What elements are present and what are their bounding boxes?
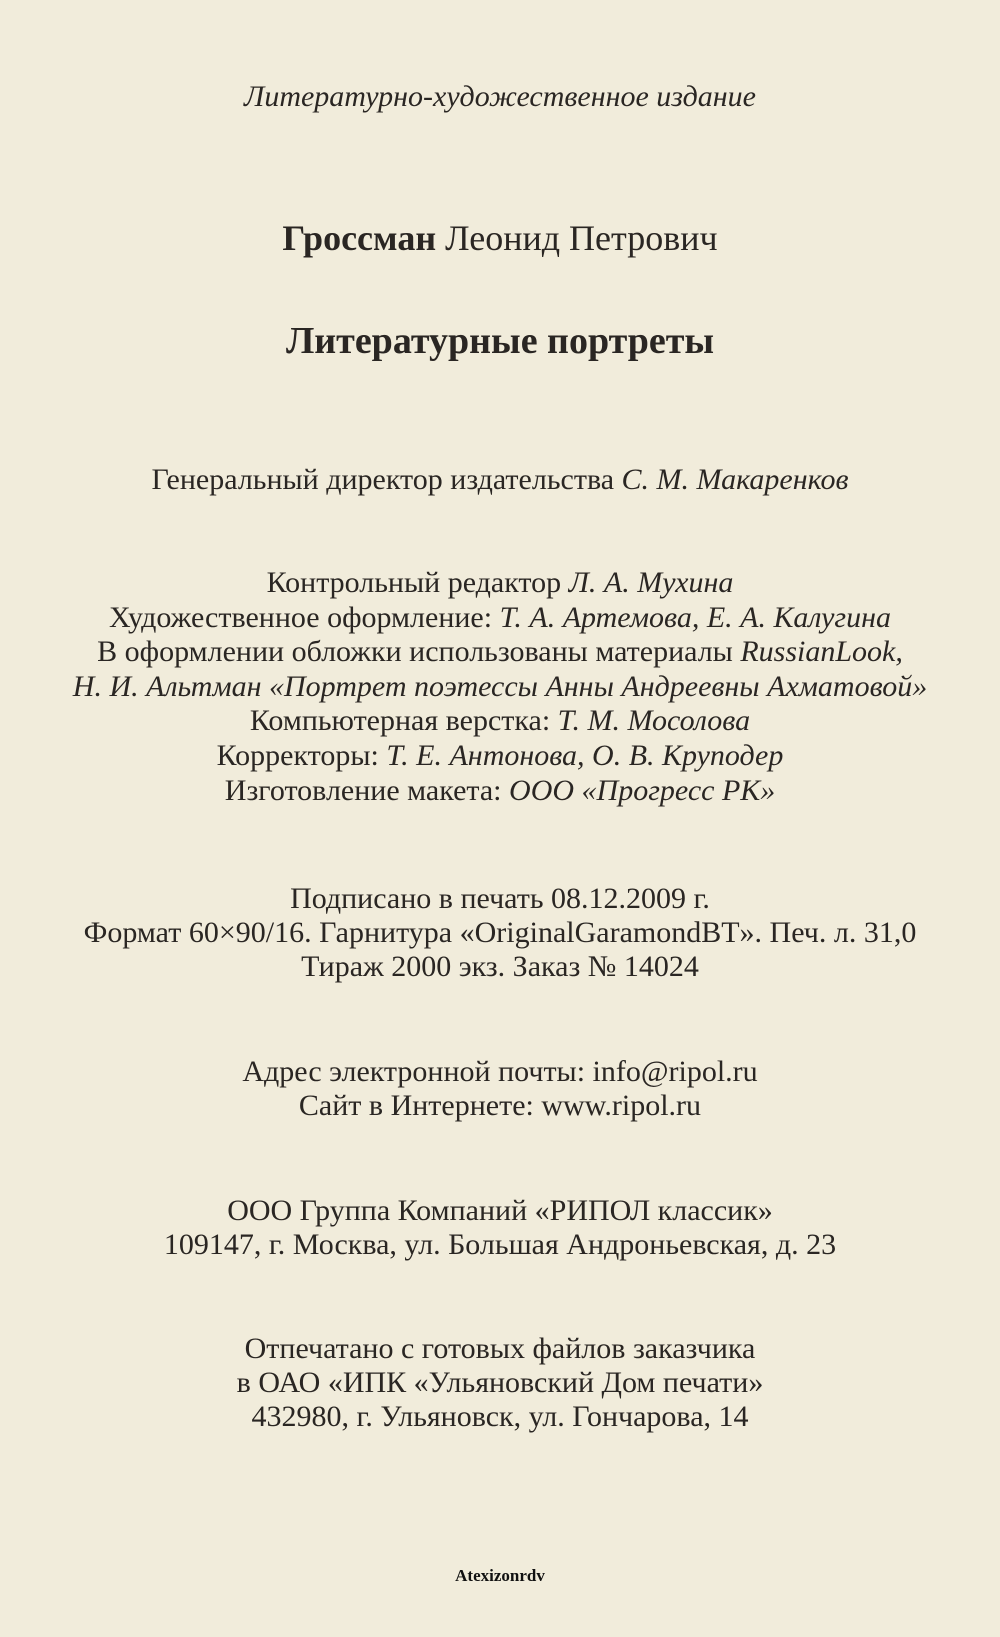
credit-proofreaders [0,739,1000,774]
publisher-address: 109147, г. Москва, ул. Большая Андроньевская, д. 23 [163,1228,837,1261]
website-line: Сайт в Интернете: www.ripol.ru [298,1089,702,1122]
printer-line-1: Отпечатано с готовых файлов заказчика [244,1332,756,1365]
credit-cover-materials [0,635,1000,670]
credit-value: RussianLook, [740,635,903,669]
watermark-text: Atexizonrdv [455,1566,545,1585]
director-label: Генеральный директор издательства [151,463,622,496]
printer-line-3: 432980, г. Ульяновск, ул. Гончарова, 14 [251,1400,749,1433]
director-name: С. М. Макаренков [621,463,849,496]
format-line: Формат 60×90/16. Гарнитура «OriginalGaramondBT». Печ. л. 31,0 [83,916,917,949]
credit-label: Контрольный редактор [266,566,569,599]
credit-art-design [0,601,1000,636]
email-line: Адрес электронной почты: info@ripol.ru [242,1055,758,1088]
author-surname: Гроссман [282,218,437,258]
print-run: Тираж 2000 экз. Заказ № 14024 [301,950,699,983]
credit-value: Л. А. Мухина [568,566,734,599]
director-line [0,463,1000,497]
credit-label: Корректоры: [216,738,387,772]
credit-value: Т. А. Артемова, Е. А. Калугина [499,600,891,634]
credits-block [0,566,1000,808]
publisher-name: ООО Группа Компаний «РИПОЛ классик» [227,1194,773,1227]
credit-value: Т. М. Мосолова [557,704,751,738]
credit-value: Н. И. Альтман «Портрет поэтессы Анны Андреевны Ахматовой» [72,669,928,703]
credit-value: ООО «Прогресс РК» [509,773,776,807]
signed-to-print: Подписано в печать 08.12.2009 г. [290,882,710,915]
book-title: Литературные портреты [285,320,715,362]
credit-label: Компьютерная верстка: [249,704,558,738]
credit-layout [0,704,1000,739]
credit-mockup [0,774,1000,809]
credit-controlling-editor [0,566,1000,601]
credit-label: В оформлении обложки использованы материалы [97,635,741,669]
credit-label: Художественное оформление: [109,600,500,634]
credit-value: Т. Е. Антонова, О. В. Круподер [386,738,784,772]
edition-type: Литературно-художественное издание [244,80,756,113]
author-line [0,218,1000,258]
printer-line-2: в ОАО «ИПК «Ульяновский Дом печати» [236,1366,764,1399]
credit-label: Изготовление макета: [224,773,510,807]
credit-cover-artwork [0,670,1000,705]
author-given-names: Леонид Петрович [445,218,718,258]
